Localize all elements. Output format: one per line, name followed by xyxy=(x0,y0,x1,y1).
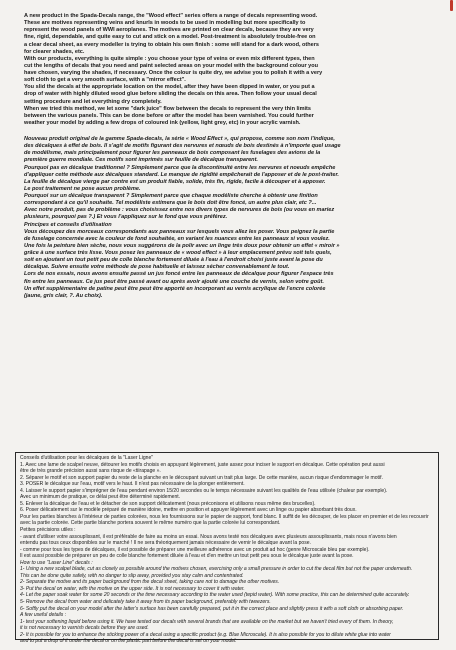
french-intro-line: de modélisme, mais principalement pour figurer les panneaux de bois composant les fuselages des avions de la xyxy=(24,150,321,157)
box-english-line: This can be done quite safely, with no danger to slip away, provided you stay calm and contentrated. xyxy=(20,572,244,579)
box-english-line: and to put a drop of it under the decal or on the plastic part before the decal is set on your model. xyxy=(20,638,237,645)
box-french-line: 5. Enlever la décalque de l'eau et le détacher de son support délicatement (nous préconisons et utilisons nous même des brucelles). xyxy=(20,500,316,507)
french-intro-line: première guerre mondiale. Ces motifs sont imprimés sur feuille de décalque transparent. xyxy=(24,157,258,164)
french-intro-line: décalque. Suivre ensuite votre méthode de pose habituelle et laissez sécher convenablement le tout. xyxy=(24,264,290,271)
box-english-line: 2- Separate the motive and its paper background from the decal sheet, taking care not to damage the other motives. xyxy=(20,579,280,586)
box-english-instructions xyxy=(20,560,434,645)
box-french-line: Pour les parties blanches à l'intérieur de parties colorées, nous les fournissons sur le papier de support, fond blanc. Il suffit de les découper, de les placer en premier et de les recouvrir xyxy=(20,513,429,520)
box-french-instructions xyxy=(20,455,434,560)
french-intro-line: de fuselage concernée avec la couleur de fond souhaitée, en variant les nuances entre les panneaux si vous voulez. xyxy=(24,235,330,242)
english-intro-line: have chosen, varying the shades, if necessary. Once the colour is quite dry, we advise you to polish it with a very xyxy=(24,70,323,76)
box-english-line: 2- It is possible for you to enhance the sticking power of a decal using a specific product (e.g. Blue Microscale). It is also possible for you to dilute white glue into water xyxy=(20,631,391,638)
box-french-line: 1. Avec une lame de scalpel neuve, détourer les motifs choisis en appuyant légèrement, juste assez pour inciser le support en décalque. Cette opération peut aussi xyxy=(20,461,385,468)
box-french-line: être de très grande précision aussi sans risque de «tiirapage ». xyxy=(20,468,161,475)
box-french-line: Petites précisions utiles : xyxy=(20,527,76,534)
english-intro-line: These are motives representing veins and knurls in woods to be used in modelling but more specifically to xyxy=(24,20,306,27)
french-intro-line: La feuille de décalque vierge par contre est un produit fiable, solide, très fin, rigide, facile à découper et à apposer. xyxy=(24,178,326,185)
french-intro xyxy=(24,136,438,300)
french-intro-line: Avec notre produit, pas de problème : vous choisissez entre nos divers types de nervures de bois (ou vous en mariez xyxy=(24,207,335,214)
french-intro-line: Pourquoi pas en décalque traditionnel ? Simplement parce que la discontinuité entre les nervures et noeuds empêche xyxy=(24,164,336,171)
french-intro-line: plusieurs, pourquoi pas ?.) Et vous l'appliquez sur le fond que vous préférez. xyxy=(24,214,228,221)
french-intro-line: Nouveau produit original de la gamme Spada-decals, la série « Wood Effect », qui propose, comme son nom l'indique, xyxy=(24,136,335,142)
french-intro-line: d'appliquer cette méthode aux décalques standard. Le manque de rigidité empêcherait de l'apposer et de le post-traiter. xyxy=(24,171,339,178)
french-intro-line: fin entre les panneaux. Ce jus peut être passé avant ou après avoir ajouté une couche de vernis, selon votre goût. xyxy=(24,278,324,285)
box-english-line: 6- Softly put the decal on your model after the latter's surface has been carefully prepared, put it in the correct place and slightly press it with a soft cloth or absorbing paper. xyxy=(20,605,404,612)
box-french-line: - comme pour tous les types de décalques, il est possible de préparer une meilleure adhérence avec un produit ad hoc (genre Microscale bleu par exemple). xyxy=(20,546,370,553)
french-intro-line: Pourquoi sur un décalque transparent ? Simplement parce que chaque modéliste cherche à obtenir une finition xyxy=(24,193,318,199)
box-english-line: 1- Using a new scalpel blade, cut as closely as possible around the motives chosen, exercising only a small pressure in order to cut the decal film but not the paper underneath. xyxy=(20,566,413,573)
box-french-line: Avec un minimum de pratique, ce délai peut être déterminé rapidement. xyxy=(20,494,181,501)
english-intro-line: setting procedure and let everything dry completely. xyxy=(24,98,162,105)
english-intro-line: drop of water with highly diluted wood glue before sliding the decals on this area. Then follow your usual decal xyxy=(24,91,317,98)
paragraph-gap xyxy=(24,127,438,136)
french-intro-line: correspondant à ce qu'il souhaite. Tel modéliste estimera que le bois doit être foncé, un autre plus clair, etc ?... xyxy=(24,200,317,207)
box-english-line: 5- Remove the decal from water and delicately take it away from its paper background, preferably with tweezers. xyxy=(20,599,271,606)
box-french-line: - avant d'utiliser votre assouplissant, il est préférable de faire au moins un essai. Nous avons testé nos décalques avec plusieurs assouplissants, mais nous n'avons bien xyxy=(20,533,397,540)
french-intro-line: Une fois la peinture bien sèche, nous vous suggérons de la polir avec un linge très doux pour obtenir un effet « miroir » xyxy=(24,242,340,249)
english-intro-line: You slid the decals at the appropriate location on the model, after they have been dipped in water, or you put a xyxy=(24,84,315,91)
box-english-line: How to use "Laser Line" decals : xyxy=(20,559,93,566)
english-intro-line: represent the wood panels of WWI aeroplanes. The motives are printed on clear decals, because they are very xyxy=(24,27,314,34)
box-english-line: A few useful details : xyxy=(20,612,67,619)
box-french-line: Il est aussi possible de préparer un peu de colle blanche fortement diluée à l'eau et d'en mettre un tout petit peu sous le décalque juste avant la pose. xyxy=(20,553,354,560)
box-french-line: 4. Laisser le support papier s'imprégner de l'eau pendant environ 15/20 secondes ou le temps nécessaire suivant les qualités de l'eau utilisée (chaleur par exemple). xyxy=(20,487,388,494)
english-intro-line: soft cloth to get a very smooth surface, with a "mirror effect". xyxy=(24,77,186,84)
english-intro-line: for clearer shades, etc. xyxy=(24,48,85,55)
english-intro-line: between the various panels. This can be done before or after the model has been varnished. You could further xyxy=(24,112,314,119)
english-intro-line: fine, rigid, dependable, and quite easy to cut and stick on a model. Post-treatment is absolutely trouble-free on xyxy=(24,34,316,41)
red-tab-mark xyxy=(450,0,453,11)
instructions-box xyxy=(15,452,439,645)
french-intro-line: Un effet supplémentaire de patine peut être peut être apporté en incorporant au vernis acrylique de l'encre colorée xyxy=(24,285,326,292)
french-intro-line: Lors de nos essais, nous avons ensuite passé un jus foncé entre les panneaux de décalque pour figurer l'espace très xyxy=(24,271,334,278)
box-english-line: 3- Put the decal on water, with the motive on the upper side. It is not necessary to cover it with water. xyxy=(20,585,245,592)
french-intro-line: grâce à une surface très lisse. Vous posez les panneaux de « wood effect » à leur emplacement prévu soit tels quels, xyxy=(24,250,332,256)
box-english-line: 4- Let the paper soak water for some 20 seconds or the time necessary according to the water used (tepid water). With some practice, this can be determined quite accurately. xyxy=(20,592,410,599)
box-french-line: avec la partie colorée. Cette partie blanche portera souvent le même numéro que la partie colorée lui correspondant. xyxy=(20,520,281,527)
french-intro-line: des décalques à effet de bois. Il s'agit de motifs figurant des nervures et nœuds de bois destinés à n'importe quel usage xyxy=(24,143,341,150)
english-intro xyxy=(24,13,438,127)
box-english-line: 1- test your softening liquid before using it. We have tested our decals with several brands that are available on the market but we haven't tried every of them. In theory, xyxy=(20,618,394,625)
english-intro-line: With our products, everything is quite simple : you choose your type of veins or even mix different types, then xyxy=(24,55,315,62)
box-french-line: 6. Poser délicatement sur le modèle préparé de manière idoine, mettre en position et appuyer légèrement avec un linge ou papier absorbant très doux. xyxy=(20,507,357,514)
french-intro-line: Vous découpez des morceaux correspondants aux panneaux sur lesquels vous allez les poser. Vous peignez la partie xyxy=(24,228,335,235)
intro-text-block xyxy=(24,13,438,300)
box-english-line: it is not necessary to varnish decals before they are used. xyxy=(20,625,149,632)
french-intro-line: Le post traitement ne pose aucun problème. xyxy=(24,185,141,192)
english-intro-line: A new product in the Spada-Decals range, the "Wood effect" series offers a range of decals representing wood. xyxy=(24,13,318,19)
english-intro-line: a clear decal sheet, as every modeller is trying to obtain his own finish : some will stand for a dark wood, others xyxy=(24,41,319,48)
box-french-line: Conseils d'utilisation pour les décalques de la "Laser Ligne" xyxy=(20,455,154,461)
french-intro-line: Principes et conseils d'utilisation xyxy=(24,221,112,228)
english-intro-line: When we tried this method, we let some "dark juice" flow between the decals to represent the very thin limits xyxy=(24,105,311,112)
french-intro-line: (jaune, gris clair, ?. Au choix). xyxy=(24,292,103,299)
english-intro-line: cut the lengths of decals that you need and paint selected areas on your model with the background colour you xyxy=(24,62,319,69)
box-french-line: 3. POSER le décalque sur l'eau, motif vers le haut. Il n'est pas nécessaire de la plonger entièrement. xyxy=(20,481,245,488)
english-intro-line: weather your model by adding a few drops of coloured ink (yellow, light grey, etc) in your acrylic varnish. xyxy=(24,119,301,126)
box-french-line: entendu pas tous ceux disponibles sur le marché ! Il ne sera théoriquement jamais nécessaire de vernir le décalque avant la pose. xyxy=(20,540,311,547)
french-intro-line: soit en ajoutant un tout petit peu de colle blanche fortement diluée à l'eau à l'endroit choisi juste avant la pose du xyxy=(24,257,323,264)
box-french-line: 2. Séparer le motif et son support papier du reste de la planche en le découpant suivant un trait plus large. De cette manière, aucun risque d'endommager le motif. xyxy=(20,474,383,481)
